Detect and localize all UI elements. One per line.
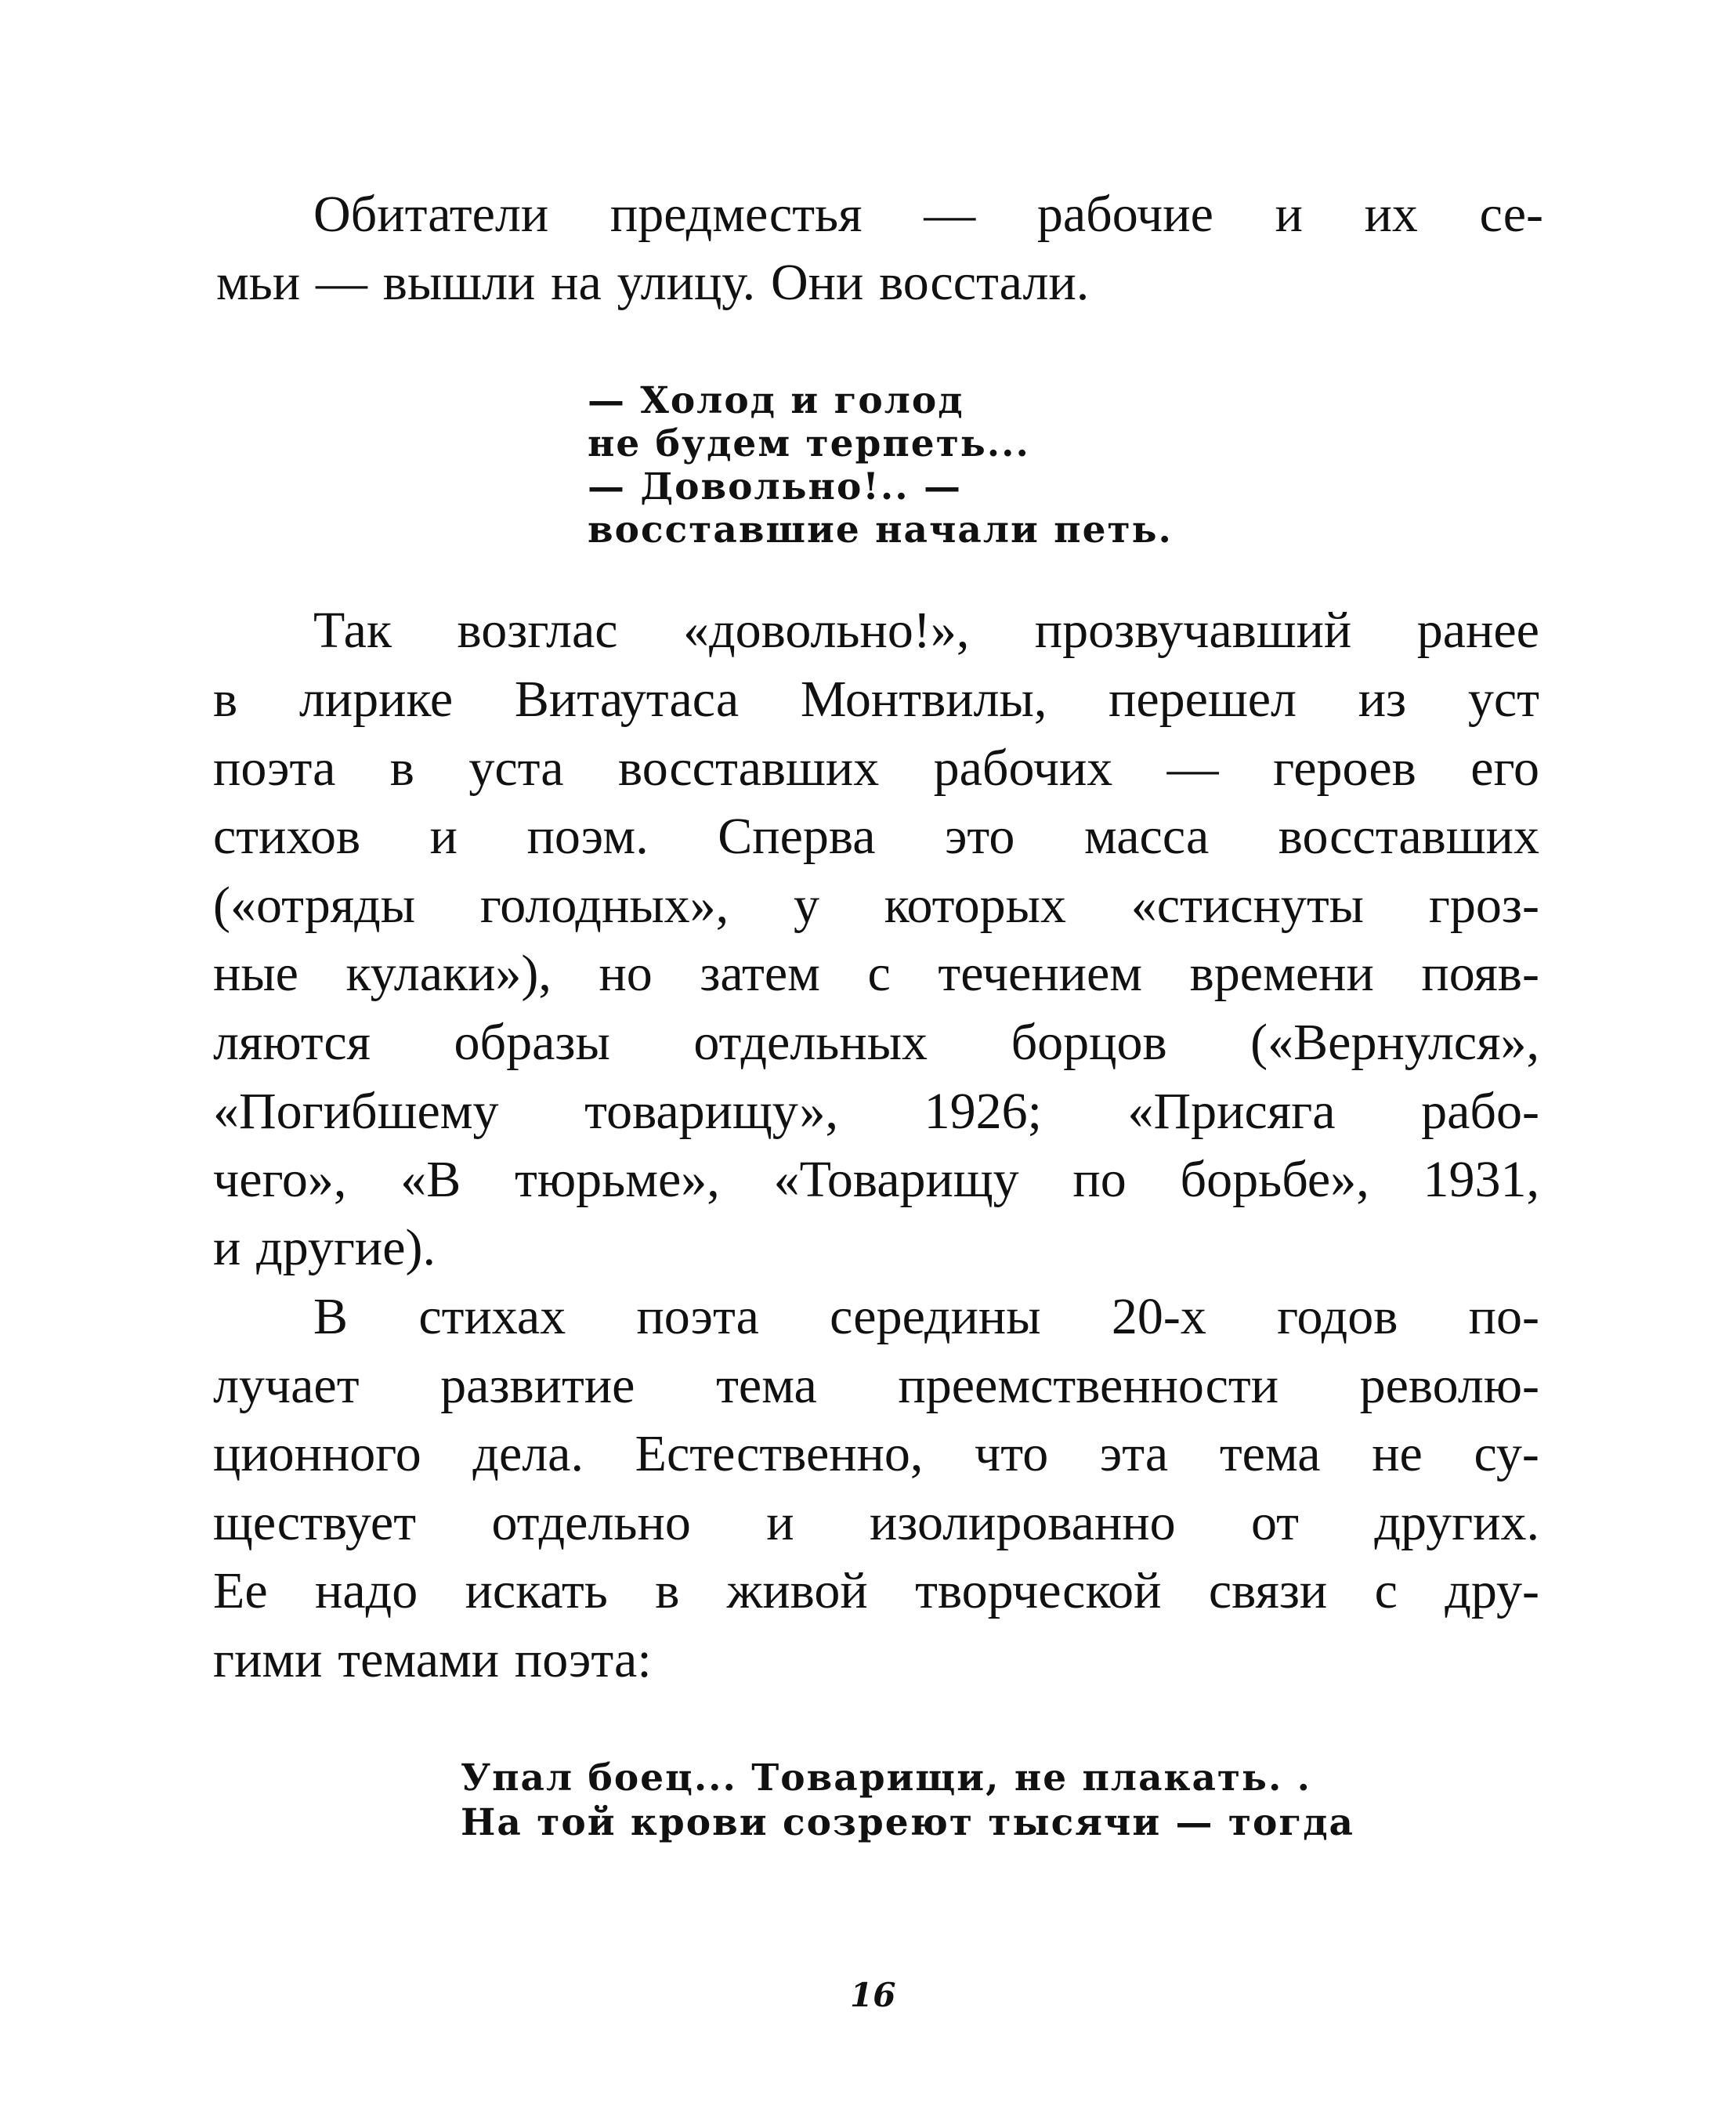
word: улицу. xyxy=(617,254,756,311)
word: лирике xyxy=(298,671,454,728)
word: отдельных xyxy=(693,1014,928,1071)
word: живой xyxy=(726,1562,868,1619)
word: рабочих xyxy=(933,740,1113,797)
word: масса xyxy=(1083,808,1210,865)
word: от xyxy=(1251,1494,1299,1551)
word: дру- xyxy=(1445,1562,1539,1619)
verse-line: — Довольно!.. — xyxy=(588,465,963,508)
word: Витаутаса xyxy=(514,671,740,728)
text-line xyxy=(213,740,1539,797)
word: восставших xyxy=(1278,808,1539,865)
text-line xyxy=(213,1014,1539,1071)
word: поэта: xyxy=(514,1631,652,1688)
word: борьбе», xyxy=(1180,1151,1369,1208)
word: вышли xyxy=(382,254,536,311)
text-line xyxy=(313,186,1543,243)
word: борцов xyxy=(1011,1014,1167,1071)
word: не xyxy=(1372,1425,1423,1482)
word: Сперва xyxy=(718,808,876,865)
text-line xyxy=(213,945,1539,1002)
word: связи xyxy=(1208,1562,1328,1619)
word: гроз- xyxy=(1428,877,1539,934)
word: возглас xyxy=(457,602,618,659)
word: тема xyxy=(1219,1425,1321,1482)
word: предместья xyxy=(609,186,863,243)
word: поэм. xyxy=(526,808,649,865)
word: револю- xyxy=(1359,1357,1539,1414)
text-line xyxy=(213,1425,1539,1482)
word: и xyxy=(766,1494,794,1551)
text-line xyxy=(213,671,1539,728)
word: мьи xyxy=(216,254,301,311)
word: отдельно xyxy=(491,1494,691,1551)
word: ляются xyxy=(213,1014,371,1071)
word: уст xyxy=(1467,671,1539,728)
word: ществует xyxy=(213,1494,417,1551)
text-line xyxy=(213,1219,1537,1276)
word: с xyxy=(867,945,891,1002)
word: уста xyxy=(468,740,564,797)
word: у xyxy=(793,877,819,934)
word: «стиснуты xyxy=(1130,877,1365,934)
word: в xyxy=(213,671,238,728)
word: ные xyxy=(213,945,298,1002)
word: что xyxy=(975,1425,1049,1482)
word: творческой xyxy=(915,1562,1162,1619)
word: появ- xyxy=(1421,945,1539,1002)
word: су- xyxy=(1474,1425,1539,1482)
text-line xyxy=(313,602,1539,659)
word: рабо- xyxy=(1421,1083,1539,1140)
word: в xyxy=(655,1562,680,1619)
word: «Погибшему xyxy=(213,1083,499,1140)
text-line xyxy=(213,877,1539,934)
word: середины xyxy=(830,1288,1041,1345)
word: развитие xyxy=(440,1357,635,1414)
text-line xyxy=(213,1631,1537,1688)
word: 1926; xyxy=(924,1083,1042,1140)
word: на xyxy=(551,254,602,311)
word: ранее xyxy=(1416,602,1539,659)
word: течением xyxy=(938,945,1143,1002)
word: стихов xyxy=(213,808,361,865)
verse-line: не будем терпеть... xyxy=(588,422,1030,465)
word: стихах xyxy=(418,1288,566,1345)
word: («отряды xyxy=(213,877,416,934)
text-line xyxy=(213,1562,1539,1619)
word: Естественно, xyxy=(635,1425,924,1482)
word: надо xyxy=(315,1562,418,1619)
word: но xyxy=(599,945,653,1002)
word: по xyxy=(1072,1151,1127,1208)
word: чего», xyxy=(213,1151,347,1208)
word: дела. xyxy=(472,1425,584,1482)
word: восставших xyxy=(618,740,880,797)
word: «Присяга xyxy=(1127,1083,1336,1140)
verse-line: На той крови созреют тысячи — тогда xyxy=(461,1801,1354,1844)
word: героев xyxy=(1273,740,1416,797)
page-number: 16 xyxy=(850,1976,896,2014)
word: темами xyxy=(338,1631,500,1688)
word: прозвучавший xyxy=(1034,602,1352,659)
word: — xyxy=(924,186,976,243)
word: поэта xyxy=(213,740,336,797)
word: 20-х xyxy=(1111,1288,1206,1345)
text-line xyxy=(213,1357,1539,1414)
word: изолированно xyxy=(869,1494,1176,1551)
text-line xyxy=(213,1151,1539,1208)
word: — xyxy=(315,254,367,311)
verse-line: Упал боец... Товарищи, не плакать. . xyxy=(461,1756,1312,1800)
word: Монтвилы, xyxy=(800,671,1047,728)
word: се- xyxy=(1479,186,1543,243)
text-line xyxy=(213,1083,1539,1140)
word: голодных», xyxy=(479,877,729,934)
word: «Товарищу xyxy=(773,1151,1019,1208)
word: их xyxy=(1364,186,1418,243)
word: В xyxy=(313,1288,349,1345)
word: гими xyxy=(213,1631,323,1688)
word: Они xyxy=(770,254,864,311)
word: другие). xyxy=(256,1219,436,1276)
word: лучает xyxy=(213,1357,360,1414)
word: Обитатели xyxy=(313,186,549,243)
word: — xyxy=(1166,740,1219,797)
text-line xyxy=(313,1288,1539,1345)
word: по- xyxy=(1468,1288,1539,1345)
word: образы xyxy=(454,1014,610,1071)
word: поэта xyxy=(636,1288,759,1345)
word: и xyxy=(213,1219,241,1276)
word: перешел xyxy=(1109,671,1297,728)
word: Так xyxy=(313,602,392,659)
word: с xyxy=(1374,1562,1398,1619)
word: («Вернулся», xyxy=(1250,1014,1539,1071)
word: тема xyxy=(716,1357,817,1414)
word: и xyxy=(1275,186,1303,243)
word: Ее xyxy=(213,1562,268,1619)
verse-line: восставшие начали петь. xyxy=(588,508,1173,552)
word: 1931, xyxy=(1423,1151,1539,1208)
word: рабочие xyxy=(1036,186,1213,243)
word: ционного xyxy=(213,1425,421,1482)
word: годов xyxy=(1277,1288,1398,1345)
word: это xyxy=(945,808,1015,865)
verse-line: — Холод и голод xyxy=(588,379,964,422)
word: тюрьме», xyxy=(514,1151,720,1208)
text-line xyxy=(216,254,1540,311)
text-line xyxy=(213,1494,1539,1551)
word: товарищу», xyxy=(584,1083,838,1140)
word: времени xyxy=(1189,945,1374,1002)
word: его xyxy=(1470,740,1539,797)
word: которых xyxy=(884,877,1066,934)
word: затем xyxy=(700,945,820,1002)
word: «В xyxy=(400,1151,461,1208)
word: преемственности xyxy=(898,1357,1279,1414)
text-line xyxy=(213,808,1539,865)
word: кулаки»), xyxy=(345,945,552,1002)
word: из xyxy=(1358,671,1407,728)
word: других. xyxy=(1374,1494,1539,1551)
word: и xyxy=(429,808,458,865)
word: эта xyxy=(1099,1425,1169,1482)
word: восстали. xyxy=(879,254,1090,311)
word: «довольно!», xyxy=(683,602,970,659)
word: в xyxy=(389,740,414,797)
word: искать xyxy=(465,1562,608,1619)
